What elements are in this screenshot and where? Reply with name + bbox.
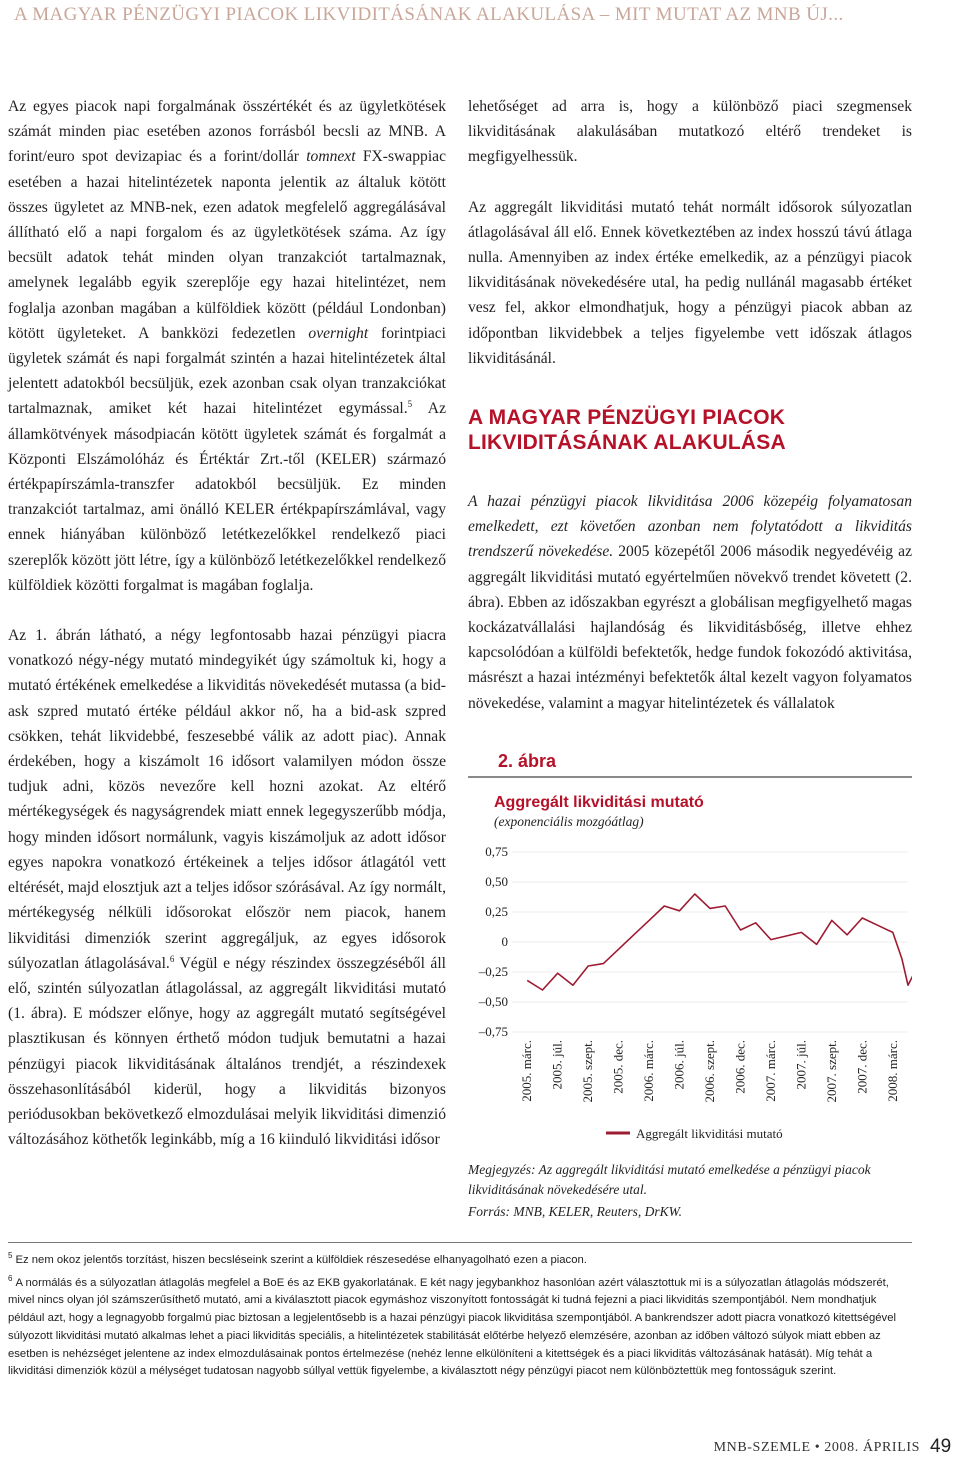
x-tick-label: 2006. dec. [732, 1040, 748, 1094]
y-tick-label: 0 [501, 934, 508, 949]
y-tick-label: –0,75 [478, 1024, 508, 1039]
x-tick-label: 2007. dec. [854, 1040, 870, 1094]
left-column [8, 94, 446, 1152]
y-tick-label: 0,75 [485, 844, 508, 859]
figure-title: Aggregált likviditási mutató [494, 794, 704, 811]
x-tick-label: 2006. júl. [671, 1040, 687, 1090]
x-tick-label: 2005. dec. [610, 1040, 626, 1094]
x-tick-label: 2005. márc. [519, 1040, 535, 1102]
right-paragraph-1: lehetőséget ad arra is, hogy a különböző piaci szegmensek likviditásának alakulásában mutatkozó eltérő trendeket is megfigyelhessük. [468, 98, 912, 166]
figure-source: Forrás: MNB, KELER, Reuters, DrKW. [468, 1204, 683, 1219]
x-tick-label: 2007. szept. [823, 1040, 839, 1103]
figure-note: Megjegyzés: Az aggregált likviditási mutató emelkedése a pénzügyi piacok likviditásának növekedésére utal. [468, 1162, 871, 1197]
footnote-ref-6[interactable]: 6 [169, 953, 175, 964]
left-paragraph-1: Az egyes piacok napi forgalmának összértékét és az ügyletkötések számát minden piac esetében azonos forrásból becsli az MNB. A forint/euro spot devizapiac és a forint/dollár tomnext FX-swappiac esetében a hazai hitelintézetek naponta jelentik az általuk kötött összes ügyletet az MNB-nek, ezen adatok megfelelő aggregálásával állítható elő a napi forgalom és az ügyletkötések száma. Az így becsült adatok tehát minden olyan tranzakciót tartalmaznak, amelynek legalább egyik szereplője egy hazai hitelintézet, nem foglalja azonban magában a külföldiek között (például Londonban) kötött ügyleteket. A bankközi fedezetlen overnight forintpiaci ügyletek számát és napi forgalmát szintén a hazai hitelintézetek által jelentett adatokból becsüljük, ezek azonban csak olyan tranzakciókat tartalmaznak, amiket két hazai hitelintézet egymással.$^5$ Az államkötvények másodpiacán kötött ügyletek számát és forgalmát a Központi Elszámolóház és Értéktár Zrt.-től (KELER) származó értékpapírszámla-transzfer adatokból becsüljük. Ez minden tranzakciót tartalmaz, ami önálló KELER értékpapírszámlával, vagy ennek hiányában különböző letétkezelőkkel rendelkező piaci szereplők között jött létre, így a különböző letétkezelőkkel rendelkező külföldiek közötti forgalmat is magában foglalja. [8, 98, 447, 594]
running-title: A MAGYAR PÉNZÜGYI PIACOK LIKVIDITÁSÁNAK ALAKULÁSA – MIT MUTAT AZ MNB ÚJ... [14, 4, 844, 25]
footnote-6-mark: 6 [8, 1273, 13, 1283]
x-tick-label: 2005. júl. [549, 1040, 565, 1090]
right-column [468, 94, 912, 716]
figure-number: 2. ábra [468, 748, 912, 778]
x-tick-label: 2006. szept. [702, 1040, 717, 1103]
footnote-5: $^5$ Ez nem okoz jelentős torzítást, hiszen becsléseink szerint a külföldiek részesedése elhanyagolható ezen a piacon. [8, 1251, 587, 1266]
figure-2 [468, 748, 912, 830]
right-paragraph-2: Az aggregált likviditási mutató tehát normált idősorok súlyozatlan átlagolásával áll elő. Ennek következtében az index hosszú távú átlaga nulla. Amennyiben az index értéke emelkedik, az a pénzügyi piacok likviditásának növekedésére utal, ha pedig nullánál magasabb értéket vesz fel, akkor elmondhatjuk, hogy a pénzügyi piacok abban az időpontban likvidebbek a teljes figyelembe vett időszak átlagos likviditásánál. [468, 198, 912, 367]
y-tick-label: –0,25 [478, 964, 508, 979]
x-tick-label: 2007. márc. [762, 1040, 778, 1102]
right-paragraph-3: A hazai pénzügyi piacok likviditása 2006 közepéig folyamatosan emelkedett, ezt követően azonban nem folytatódott a likviditás trendszerű növekedése. 2005 közepétől 2006 második negyedévéig az aggregált likviditási mutató egyértelműen növekvő trendet követett (2. ábra). Ebben az időszakban egyrészt a globálisan megfigyelhető magas kockázatvállalási hajlandóság és likviditásbőség, illetve ehhez kapcsolódóan a külföldi befektetők, hedge fundok fokozódó aktivitása, másrészt a hazai intézményi befektetők által kezelt vagyon folyamatos növekedése, valamint a magyar hitelintézetek és vállalatok [468, 493, 912, 712]
footnote-ref-5[interactable]: 5 [407, 399, 413, 410]
legend-label: Aggregált likviditási mutató [636, 1126, 783, 1141]
y-tick-label: –0,50 [478, 994, 508, 1009]
footnotes [8, 1242, 912, 1381]
journal-footer: MNB-SZEMLE • 2008. ÁPRILIS [713, 1440, 920, 1455]
page-number: 49 [930, 1436, 952, 1457]
x-tick-label: 2007. júl. [793, 1040, 809, 1090]
lead-sentence: A hazai pénzügyi piacok likviditása 2006 közepéig folyamatosan emelkedett, ezt követően azonban nem folytatódott a likviditás trendszerű növekedése. [468, 493, 912, 561]
liquidity-chart [468, 836, 912, 1146]
x-tick-label: 2005. szept. [580, 1040, 596, 1103]
x-tick-label: 2006. márc. [641, 1040, 657, 1102]
footnote-5-mark: 5 [8, 1251, 13, 1260]
figure-subtitle: (exponenciális mozgóátlag) [494, 814, 644, 829]
x-tick-label: 2008. márc. [884, 1040, 900, 1102]
left-paragraph-2: Az 1. ábrán látható, a négy legfontosabb hazai pénzügyi piacra vonatkozó négy-négy mutató mindegyikét úgy számoltuk ki, hogy a mutató értékének emelkedése a likviditás növekedését mutassa (a bid-ask szpred mutató értéke például akkor nő, ha a bid-ask szpred csökken, tehát likvidebbé, feszesebbé válik az adott piac). Annak érdekében, hogy a kiszámolt 16 idősort valamilyen módon össze tudjuk adni, közös nevezőre kell hozni azokat. Az eltérő mértékegységek és nagyságrendek miatt ennek legegyszerűbb módja, hogy minden idősort normálunk, vagyis kiszámoljuk az adott idősor egyes napokra vonatkozó értékeinek a teljes idősor átlagától vett eltérését, majd elosztjuk azt a teljes idősor szórásával. Az így normált, mértékegység nélküli idősorokat először nem piacok, hanem likviditási dimenziók szerint aggregáljuk, az egyes idősorok súlyozatlan átlagolásával.$^6$ Végül e négy részindex összegzéséből áll elő, szintén súlyozatlan átlagolással, az aggregált likviditási mutató (1. ábra). E módszer előnye, hogy az aggregált mutató segítségével plasztikusan és könnyen érthető módon tudjuk bemutatni a hazai pénzügyi piacok likviditásának általános trendjét, a részindexek összehasonlításából kiderül, hogy a likviditás bizonyos periódusokban bekövetkező elmozdulásai melyik likviditási dimenzió változásához köthetők leginkább, míg a 16 kiinduló likviditási idősor [8, 627, 446, 1149]
section-heading: A MAGYAR PÉNZÜGYI PIACOK LIKVIDITÁSÁNAK ALAKULÁSA [468, 406, 786, 455]
y-tick-label: 0,50 [485, 874, 508, 889]
footnote-6: $^6$ A normálás és a súlyozatlan átlagolás megfelel a BoE és az EKB gyakorlatának. E két nagy jegybankhoz hasonlóan azért választottuk mi is a súlyozatlan átlagolás módszerét, mivel nincs olyan jól számszerűsíthető mutató, ami a kiválasztott piacok egymáshoz viszonyított fontosságát ki tudná fejezni a piaci likviditás szempontjából. Nem mondhatjuk például azt, hogy a legnagyobb forgalmú piac biztosan a legjelentősebb is a hazai pénzügyi piacok likviditása szempontjából. A bankrendszer adott piacra vonatkozó kitettségével súlyozott likviditási mutató alkalmas lehet a piaci likviditás speciális, a hitelintézetek stabilitását előtérbe helyező elemzésére, azonban az időben változó súlyok miatt ebben az esetben is nehézséget jelentene az index elmozdulásainak pontos értelmezése (nehéz lenne elkülöníteni a kitettségek és a piaci likviditás változásának hatását). Míg tehát a likviditási dimenziók közül a mélységet tudatosan nagyobb súllyal vettük figyelembe, a kiválasztott négy pénzügyi piacot nem különböztettük meg fontosságuk szerint. [8, 1273, 896, 1378]
y-tick-label: 0,25 [485, 904, 508, 919]
